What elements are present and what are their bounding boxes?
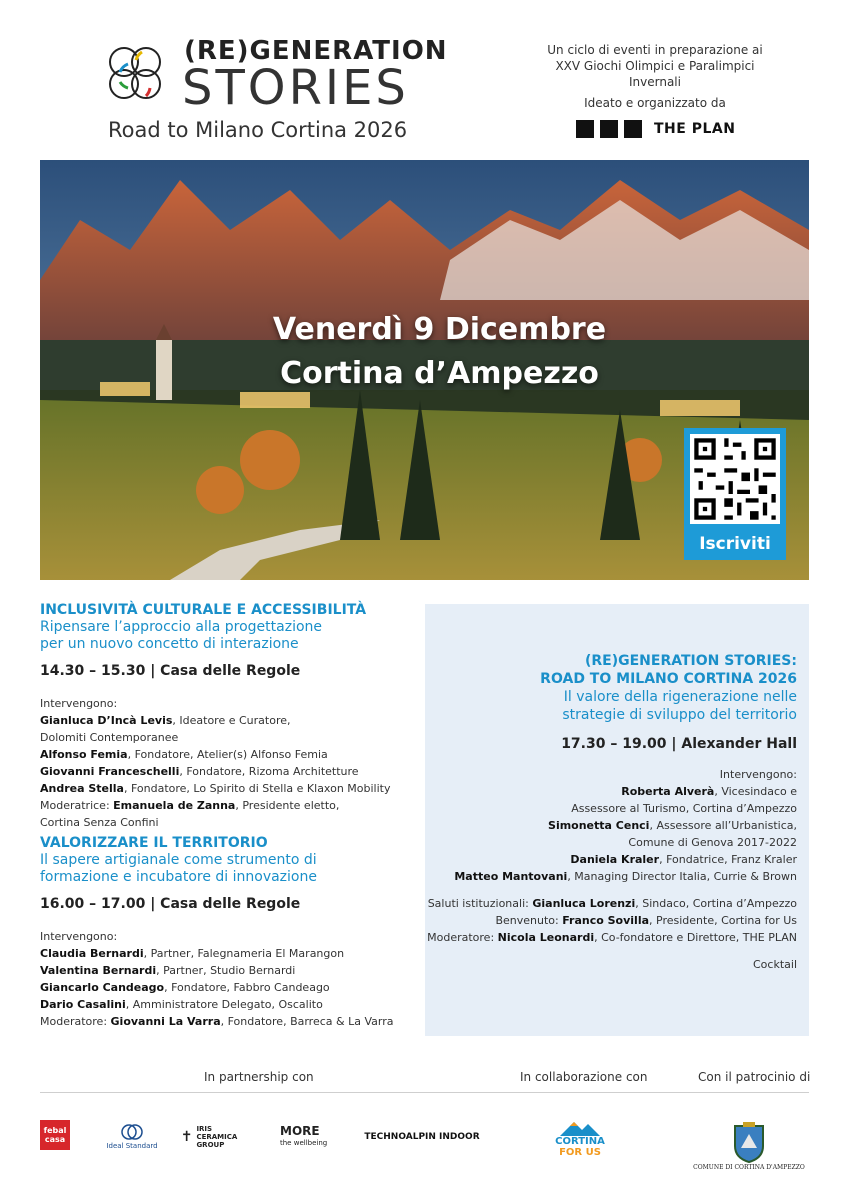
speaker-role: , Amministratore Delegato, Oscalito <box>125 998 323 1011</box>
speaker-prefix: Moderatore: <box>40 1015 111 1028</box>
speaker-prefix: Saluti istituzionali: <box>427 897 533 910</box>
speaker <box>40 780 410 797</box>
speaker-role: , Managing Director Italia, Currie & Brown <box>567 870 797 883</box>
session-3-time: 17.30 – 19.00 | Alexander Hall <box>561 736 797 752</box>
speaker-role: , Sindaco, Cortina d’Ampezzo <box>635 897 797 910</box>
cortina-text: CORTINA <box>555 1136 605 1147</box>
ideal-standard-text: Ideal Standard <box>106 1142 158 1150</box>
session-3-title-1: (RE)GENERATION STORIES: <box>584 653 797 669</box>
poster-header <box>0 0 849 160</box>
speaker-role: , Fondatore, Barreca & La Varra <box>220 1015 394 1028</box>
closing-speaker <box>425 895 797 912</box>
speaker <box>40 712 410 729</box>
left-column <box>40 602 410 1030</box>
the-plan-logo <box>576 120 735 138</box>
speaker <box>40 729 410 746</box>
patronage-label: Con il patrocinio di <box>698 1070 811 1084</box>
event-date-place <box>40 308 809 396</box>
session-2-speakers-label: Intervengono: <box>40 930 118 943</box>
speaker-role: Assessore al Turismo, Cortina d’Ampezzo <box>571 802 797 815</box>
speaker-role: , Assessore all’Urbanistica, <box>649 819 797 832</box>
speaker-name: Giovanni La Varra <box>110 1015 221 1028</box>
register-label[interactable]: Iscriviti <box>699 534 771 554</box>
speaker-name: Alfonso Femia <box>40 748 128 761</box>
session-2-subtitle-2: formazione e incubatore di innovazione <box>40 869 317 885</box>
spacer <box>425 946 797 956</box>
ideal-standard-icon <box>120 1122 144 1142</box>
iris-text-line: IRIS <box>196 1125 213 1133</box>
partnership-label: In partnership con <box>204 1070 314 1084</box>
spacer <box>425 885 797 895</box>
speaker-name: Emanuela de Zanna <box>113 799 236 812</box>
moderator <box>40 1013 410 1030</box>
square-icon <box>600 120 618 138</box>
speaker-name: Matteo Mantovani <box>454 870 568 883</box>
comune-text: COMUNE DI CORTINA D'AMPEZZO <box>693 1163 805 1171</box>
session-2-title: VALORIZZARE IL TERRITORIO <box>40 835 268 851</box>
speaker-role: , Co-fondatore e Direttore, THE PLAN <box>594 931 797 944</box>
organizer-caption: Ideato e organizzato da <box>584 96 726 110</box>
logo-title-stories: STORIES <box>182 60 409 116</box>
session-1-time: 14.30 – 15.30 | Casa delle Regole <box>40 663 301 679</box>
speaker-role: Comune di Genova 2017-2022 <box>628 836 797 849</box>
speaker-name: Franco Sovilla <box>562 914 650 927</box>
speaker-role: , Partner, Falegnameria El Marangon <box>143 947 345 960</box>
speaker-role: , Fondatore, Fabbro Candeago <box>164 981 330 994</box>
session-3 <box>425 652 797 973</box>
speaker <box>40 962 410 979</box>
febal-casa-logo <box>40 1120 70 1150</box>
speaker <box>425 800 797 817</box>
speaker <box>425 851 797 868</box>
speaker-role: , Vicesindaco e <box>714 785 797 798</box>
logo-subtitle: Road to Milano Cortina 2026 <box>108 118 408 142</box>
speaker <box>425 817 797 834</box>
speaker <box>40 945 410 962</box>
session-2 <box>40 835 410 1030</box>
mountain-icon <box>560 1120 600 1136</box>
speaker <box>425 868 797 885</box>
speaker-role: , Ideatore e Curatore, <box>172 714 291 727</box>
technoalpin-logo: TECHNOALPIN INDOOR <box>364 1132 480 1142</box>
speaker-name: Roberta Alverà <box>621 785 715 798</box>
speaker-role: Dolomiti Contemporanee <box>40 731 179 744</box>
intro-line-2: XXV Giochi Olimpici e Paralimpici Invernali <box>555 59 755 89</box>
speaker-name: Valentina Bernardi <box>40 964 157 977</box>
speaker <box>425 783 797 800</box>
speaker-role: , Partner, Studio Bernardi <box>156 964 296 977</box>
speaker <box>40 814 410 831</box>
register-qr[interactable] <box>684 428 786 560</box>
event-date: Venerdì 9 Dicembre <box>272 312 607 347</box>
speaker-name: Gianluca D’Incà Levis <box>40 714 173 727</box>
intro-text <box>530 42 780 90</box>
more-wellbeing-logo <box>280 1124 336 1150</box>
speaker-name: Claudia Bernardi <box>40 947 144 960</box>
comune-cortina-logo <box>690 1114 808 1176</box>
speaker-name: Daniela Kraler <box>570 853 660 866</box>
session-1 <box>40 602 410 831</box>
iris-text-line: CERAMICA <box>196 1133 238 1141</box>
session-3-speakers-label: Intervengono: <box>719 768 797 781</box>
square-icon <box>576 120 594 138</box>
febal-text: febal <box>43 1126 67 1135</box>
coat-of-arms-icon <box>729 1120 769 1164</box>
cocktail-note: Cocktail <box>753 958 797 971</box>
speaker-name: Nicola Leonardi <box>497 931 595 944</box>
hero-image <box>40 160 809 580</box>
iris-text <box>196 1125 237 1149</box>
session-1-speakers-label: Intervengono: <box>40 697 118 710</box>
rings-logo-icon <box>106 44 178 104</box>
session-3-subtitle-2: strategie di sviluppo del territorio <box>562 707 797 723</box>
iris-symbol-icon: ✝ <box>180 1129 193 1145</box>
wellbeing-text: the wellbeing <box>280 1139 328 1147</box>
organizer-name: THE PLAN <box>654 121 736 137</box>
session-3-title-2: ROAD TO MILANO CORTINA 2026 <box>540 671 797 687</box>
speaker <box>40 746 410 763</box>
speaker-prefix: Moderatore: <box>427 931 498 944</box>
speaker-name: Dario Casalini <box>40 998 126 1011</box>
collaboration-label: In collaborazione con <box>520 1070 648 1084</box>
session-2-subtitle-1: Il sapere artigianale come strumento di <box>40 852 317 868</box>
speaker-name: Giovanni Franceschelli <box>40 765 180 778</box>
speaker-role: , Fondatore, Rizoma Architetture <box>179 765 359 778</box>
for-us-text: FOR US <box>559 1147 601 1158</box>
more-text: MORE <box>280 1124 320 1138</box>
moderator <box>40 797 410 814</box>
session-1-subtitle-2: per un nuovo concetto di interazione <box>40 636 299 652</box>
logo-title-regeneration: (RE)GENERATION <box>184 36 448 66</box>
speaker <box>40 763 410 780</box>
speaker-role: , Presidente eletto, <box>235 799 340 812</box>
casa-text: casa <box>44 1135 66 1144</box>
event-place: Cortina d’Ampezzo <box>280 356 599 391</box>
speaker <box>425 834 797 851</box>
speaker-role: , Fondatore, Atelier(s) Alfonso Femia <box>127 748 328 761</box>
qr-code-icon[interactable] <box>690 434 780 524</box>
square-icon <box>624 120 642 138</box>
speaker-name: Giancarlo Candeago <box>40 981 165 994</box>
speaker-name: Gianluca Lorenzi <box>532 897 636 910</box>
ideal-standard-logo <box>104 1116 160 1156</box>
session-1-title: INCLUSIVITÀ CULTURALE E ACCESSIBILITÀ <box>40 602 367 618</box>
intro-line-1: Un ciclo di eventi in preparazione ai <box>547 43 763 57</box>
session-3-subtitle-1: Il valore della rigenerazione nelle <box>563 689 797 705</box>
speaker-name: Andrea Stella <box>40 782 124 795</box>
speaker-role: , Fondatore, Lo Spirito di Stella e Klaxon Mobility <box>123 782 391 795</box>
speaker <box>40 996 410 1013</box>
speaker-prefix: Moderatrice: <box>40 799 114 812</box>
speaker-role: , Fondatrice, Franz Kraler <box>659 853 797 866</box>
closing-speaker <box>425 912 797 929</box>
footer-divider <box>40 1092 809 1093</box>
iris-ceramica-logo <box>178 1124 240 1150</box>
cortina-for-us-logo <box>548 1116 612 1162</box>
iris-text-line: GROUP <box>196 1141 225 1149</box>
session-2-time: 16.00 – 17.00 | Casa delle Regole <box>40 896 301 912</box>
speaker <box>40 979 410 996</box>
speaker-role: , Presidente, Cortina for Us <box>649 914 797 927</box>
speaker-role: Cortina Senza Confini <box>40 816 159 829</box>
speaker-name: Simonetta Cenci <box>548 819 650 832</box>
speaker-prefix: Benvenuto: <box>495 914 563 927</box>
session-1-subtitle-1: Ripensare l’approccio alla progettazione <box>40 619 323 635</box>
closing-speaker <box>425 929 797 946</box>
